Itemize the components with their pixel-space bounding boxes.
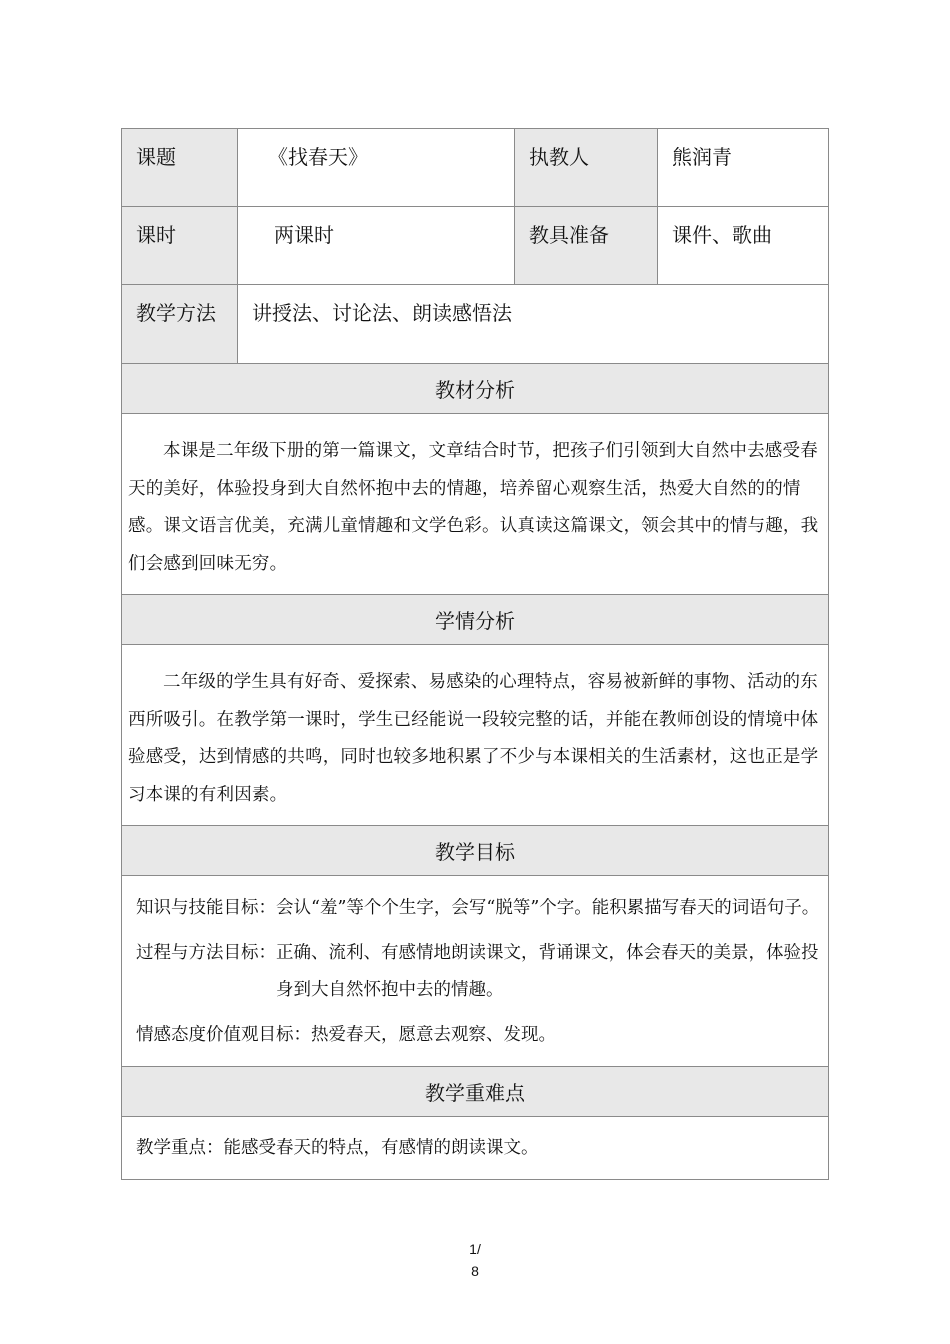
row-period bbox=[122, 207, 829, 285]
goal-label: 知识与技能目标： bbox=[136, 898, 276, 918]
goal-text: 会认“羞”等个个生字，会写“脱等”个字。能积累描写春天的词语句子。 bbox=[276, 898, 820, 918]
goals-heading: 教学目标 bbox=[122, 826, 829, 876]
goal-item bbox=[136, 890, 820, 927]
keypoints-heading-row bbox=[122, 1067, 829, 1117]
method-label: 教学方法 bbox=[122, 285, 238, 364]
students-heading-row bbox=[122, 595, 829, 645]
teacher-value bbox=[658, 129, 829, 207]
tools-value-text: 课件、歌曲 bbox=[672, 223, 772, 247]
page-number-bottom: 8 bbox=[471, 1263, 479, 1279]
period-value-text: 两课时 bbox=[274, 223, 334, 247]
method-value bbox=[238, 285, 829, 364]
tools-label: 教具准备 bbox=[515, 207, 658, 285]
goal-label: 情感态度价值观目标： bbox=[136, 1025, 311, 1045]
period-value bbox=[238, 207, 515, 285]
goal-item bbox=[136, 935, 820, 1009]
teacher-label: 执教人 bbox=[515, 129, 658, 207]
lesson-plan-table bbox=[121, 128, 829, 1180]
goal-label: 过程与方法目标： bbox=[136, 943, 276, 963]
row-topic bbox=[122, 129, 829, 207]
topic-value-text: 《找春天》 bbox=[268, 145, 368, 169]
goals-list bbox=[122, 876, 829, 1067]
page-number bbox=[455, 1238, 495, 1282]
keypoints-heading: 教学重难点 bbox=[122, 1067, 829, 1117]
teacher-value-text: 熊润青 bbox=[672, 145, 732, 169]
goal-item bbox=[136, 1017, 820, 1054]
students-heading: 学情分析 bbox=[122, 595, 829, 645]
material-heading: 教材分析 bbox=[122, 364, 829, 414]
keypoints-text: 教学重点：能感受春天的特点，有感情的朗读课文。 bbox=[122, 1117, 829, 1180]
material-text: 本课是二年级下册的第一篇课文，文章结合时节，把孩子们引领到大自然中去感受春天的美好，体验投身到大自然怀抱中去的情趣，培养留心观察生活，热爱大自然的的情感。课文语言优美，充满儿童情趣和文学色彩。认真读这篇课文，领会其中的情与趣，我们会感到回味无穷。 bbox=[122, 414, 829, 595]
topic-value bbox=[238, 129, 515, 207]
material-heading-row bbox=[122, 364, 829, 414]
method-value-text: 讲授法、讨论法、朗读感悟法 bbox=[252, 301, 512, 325]
goals-heading-row bbox=[122, 826, 829, 876]
goals-content-row bbox=[122, 876, 829, 1067]
students-content-row bbox=[122, 645, 829, 826]
tools-value bbox=[658, 207, 829, 285]
keypoints-content-row bbox=[122, 1117, 829, 1180]
goal-text: 热爱春天，愿意去观察、发现。 bbox=[311, 1025, 556, 1045]
topic-label: 课题 bbox=[122, 129, 238, 207]
material-content-row bbox=[122, 414, 829, 595]
page-number-top: 1/ bbox=[469, 1241, 481, 1257]
students-text: 二年级的学生具有好奇、爱探索、易感染的心理特点，容易被新鲜的事物、活动的东西所吸引。在教学第一课时，学生已经能说一段较完整的话，并能在教师创设的情境中体验感受，达到情感的共鸣，同时也较多地积累了不少与本课相关的生活素材，这也正是学习本课的有利因素。 bbox=[122, 645, 829, 826]
row-method bbox=[122, 285, 829, 364]
period-label: 课时 bbox=[122, 207, 238, 285]
goal-text: 正确、流利、有感情地朗读课文，背诵课文，体会春天的美景，体验投身到大自然怀抱中去的情趣。 bbox=[276, 943, 819, 1000]
